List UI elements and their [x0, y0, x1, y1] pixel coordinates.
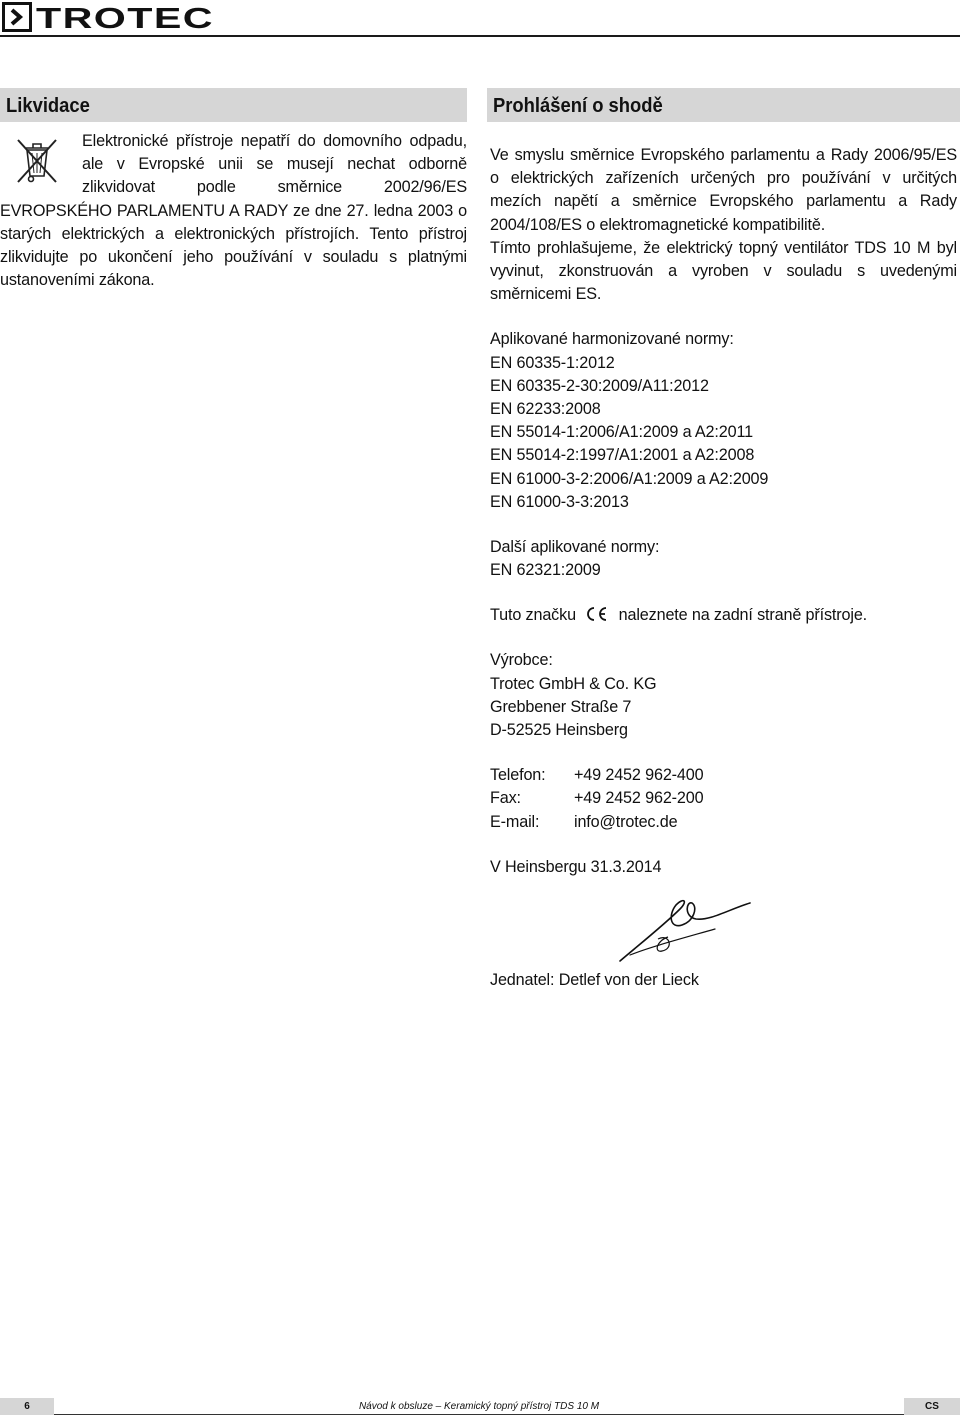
place-date: V Heinsbergu 31.3.2014	[490, 857, 662, 876]
harmonized-standard: EN 62233:2008	[490, 399, 601, 418]
contact-value: +49 2452 962-400	[574, 766, 704, 785]
section-heading-conformity	[487, 88, 960, 122]
section-heading-disposal	[0, 88, 467, 122]
harmonized-standard: EN 61000-3-3:2013	[490, 492, 629, 511]
ce-mark-icon	[584, 606, 610, 622]
ce-text-before: Tuto značku	[490, 606, 576, 625]
signature	[610, 889, 760, 969]
harmonized-standard: EN 61000-3-2:2006/A1:2009 a A2:2009	[490, 469, 769, 488]
contact-fax	[490, 787, 957, 810]
footer-title: Návod k obsluze – Keramický topný přístroj TDS 10 M	[358, 1401, 600, 1412]
declaration-text: Tímto prohlašujeme, že elektrický topný ventilátor TDS 10 M byl vyvinut, zkonstruován a vyroben v souladu s uvedenými směrnicemi ES.	[490, 238, 957, 304]
manufacturer-street: Grebbener Straße 7	[490, 697, 632, 716]
manufacturer-title: Výrobce:	[490, 651, 553, 670]
harmonized-title: Aplikované harmonizované normy:	[490, 330, 734, 349]
language-code: CS	[904, 1398, 960, 1415]
signatory: Jednatel: Detlef von der Lieck	[490, 970, 699, 989]
page-header	[0, 0, 960, 40]
conformity-heading: Prohlášení o shodě	[493, 95, 663, 117]
page-footer	[0, 1398, 960, 1415]
manufacturer-name: Trotec GmbH & Co. KG	[490, 674, 657, 693]
page-number: 6	[0, 1398, 54, 1415]
disposal-text: Elektronické přístroje nepatří do domovního odpadu, ale v Evropské unii se musejí nechat odborně zlikvidovat podle směrnice 2002/96/ES EVROPSKÉHO PARLAMENTU A RADY ze dne 27. ledna 2003 o starých elektrických a elektronických přístrojích. Tento přístroj zlikvidujte po ukončení jeho používání v souladu s platnými ustanoveními zákona.	[0, 132, 467, 290]
harmonized-standard: EN 60335-2-30:2009/A11:2012	[490, 376, 709, 395]
harmonized-standard: EN 55014-1:2006/A1:2009 a A2:2011	[490, 423, 753, 442]
contact-value[interactable]: info@trotec.de	[574, 812, 678, 831]
contact-phone	[490, 764, 957, 787]
contact-label: Fax:	[490, 789, 521, 808]
disposal-heading: Likvidace	[6, 95, 90, 117]
footer-rule	[54, 1414, 904, 1415]
header-rule	[0, 35, 960, 37]
crossed-bin-icon	[14, 136, 60, 186]
other-standard: EN 62321:2009	[490, 561, 601, 580]
disposal-section	[0, 88, 467, 292]
contact-value: +49 2452 962-200	[574, 789, 704, 808]
harmonized-standard: EN 55014-2:1997/A1:2001 a A2:2008	[490, 446, 755, 465]
contact-label: E-mail:	[490, 812, 540, 831]
contact-email	[490, 811, 957, 834]
directive-intro: Ve smyslu směrnice Evropského parlamentu a Rady 2006/95/ES o elektrických zařízeních určených pro používání v určitých mezích napětí a směrnice Evropského parlamentu a Rady 2004/108/ES o elektromagnetické kompatibilitě.	[490, 146, 957, 234]
ce-text-after: naleznete na zadní straně přístroje.	[618, 606, 868, 625]
ce-mark-sentence	[490, 604, 957, 627]
contact-label: Telefon:	[490, 766, 546, 785]
trotec-logo	[2, 2, 217, 32]
other-standards-title: Další aplikované normy:	[490, 537, 660, 556]
brand-name: TROTEC	[36, 3, 214, 32]
conformity-section	[487, 88, 960, 992]
manufacturer-city: D-52525 Heinsberg	[490, 721, 628, 740]
harmonized-standard: EN 60335-1:2012	[490, 353, 615, 372]
